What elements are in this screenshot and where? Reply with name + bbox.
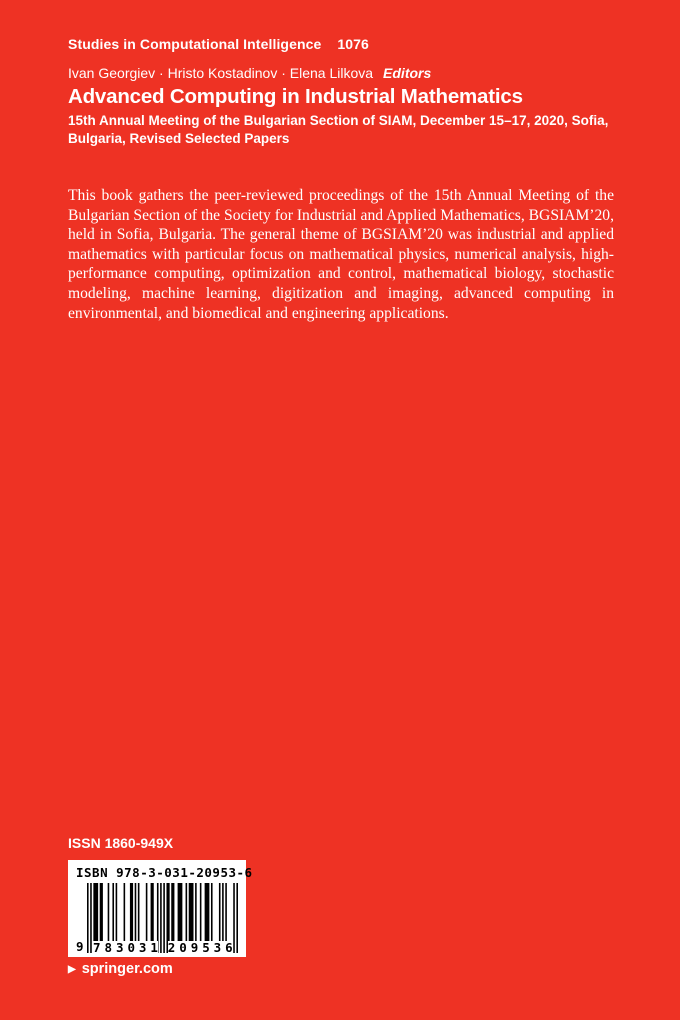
series-line bbox=[68, 36, 369, 52]
issn-label: ISSN 1860-949X bbox=[68, 835, 174, 851]
ean-digits-right: 2 0 9 5 3 6 bbox=[167, 940, 233, 955]
springer-arrow-icon: ▶ bbox=[68, 963, 76, 975]
book-blurb: This book gathers the peer-reviewed proceedings of the 15th Annual Meeting of the Bulgarian Section of the Society for Industrial and Applied Mathematics, BGSIAM’20, held in Sofia, Bulgaria. The general theme of BGSIAM’20 was industrial and applied mathematics with particular focus on mathematical physics, numerical analysis, high-performance computing, optimization and control, mathematical biology, stochastic modeling, machine learning, digitization and imaging, advanced computing in environmental, and biomedical and engineering applications. bbox=[68, 187, 614, 322]
book-subtitle: 15th Annual Meeting of the Bulgarian Section of SIAM, December 15–17, 2020, Sofia, Bulgaria, Revised Selected Papers bbox=[68, 113, 609, 146]
series-name: Studies in Computational Intelligence bbox=[68, 36, 322, 52]
springer-link bbox=[68, 961, 173, 977]
ean-digits-left: 7 8 3 0 3 1 bbox=[93, 940, 158, 955]
springer-url: springer.com bbox=[81, 961, 173, 977]
barcode-row bbox=[76, 883, 238, 953]
editor-names: Ivan Georgiev · Hristo Kostadinov · Elena Lilkova bbox=[68, 65, 374, 81]
editors-line bbox=[68, 65, 431, 81]
book-title: Advanced Computing in Industrial Mathematics bbox=[68, 85, 523, 108]
ean-lead-digit: 9 bbox=[76, 939, 84, 954]
isbn-label: ISBN 978-3-031-20953-6 bbox=[76, 865, 253, 880]
barcode-box bbox=[68, 860, 253, 957]
ean-barcode bbox=[87, 883, 238, 953]
series-volume: 1076 bbox=[337, 36, 369, 52]
editors-role-label: Editors bbox=[383, 65, 432, 81]
